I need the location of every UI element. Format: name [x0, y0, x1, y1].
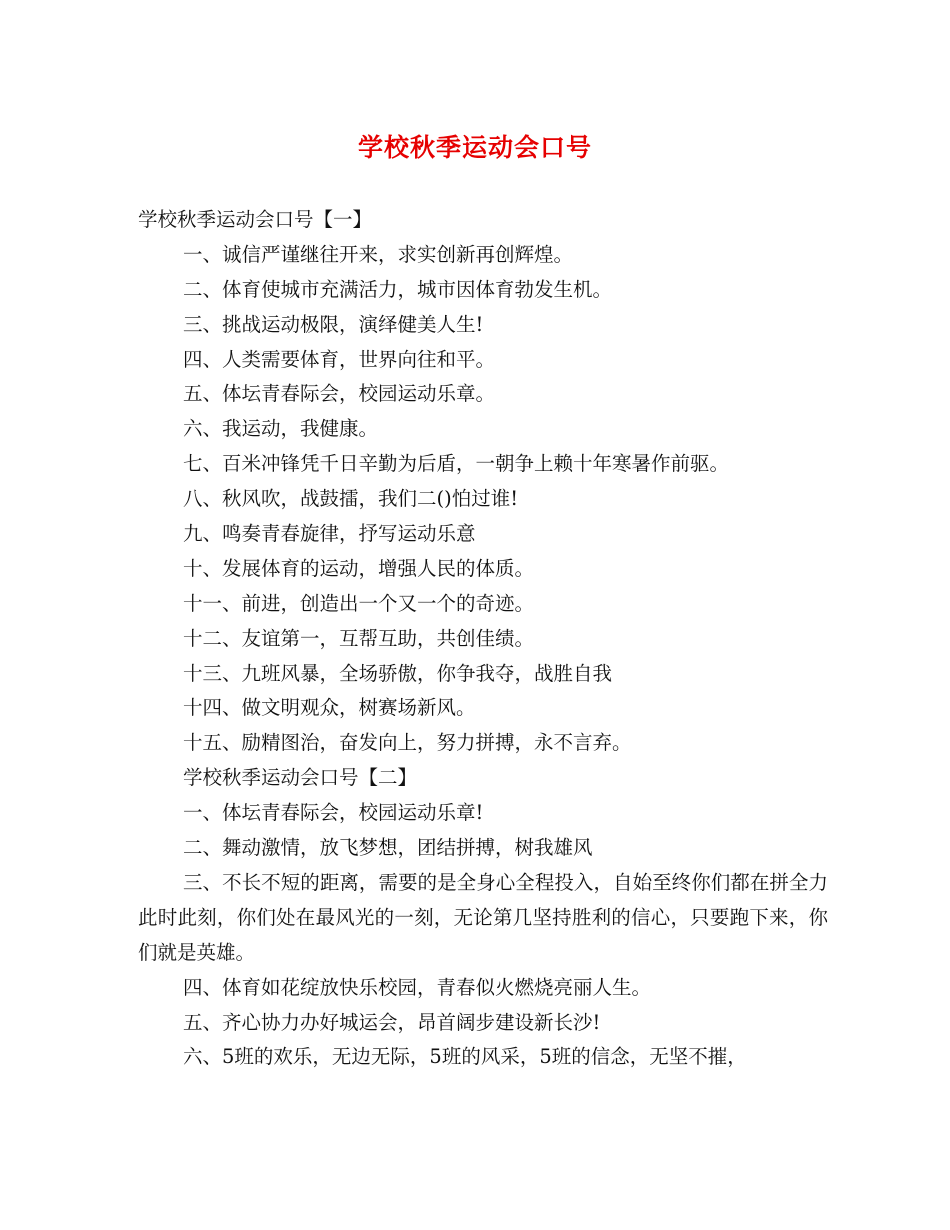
slogan-line: 八、秋风吹，战鼓擂，我们二()怕过谁! — [183, 487, 519, 511]
section-heading-1: 学校秋季运动会口号【一】 — [138, 208, 373, 231]
slogan-line: 十四、做文明观众，树赛场新风。 — [183, 696, 476, 720]
slogan-line: 六、5班的欢乐，无边无际，5班的风采，5班的信念，无坚不摧， — [183, 1045, 747, 1069]
slogan-line: 四、人类需要体育，世界向往和平。 — [183, 347, 496, 371]
slogan-line: 二、体育使城市充满活力，城市因体育勃发生机。 — [183, 277, 613, 301]
slogan-line: 十三、九班风暴，全场骄傲，你争我夺，战胜自我 — [183, 661, 613, 685]
slogan-line: 五、齐心协力办好城运会，昂首阔步建设新长沙! — [183, 1010, 601, 1034]
slogan-line: 六、我运动，我健康。 — [183, 417, 379, 441]
slogan-line: 十二、友谊第一，互帮互助，共创佳绩。 — [183, 626, 535, 650]
document-body — [138, 203, 828, 1075]
slogan-paragraph: 三、不长不短的距离，需要的是全身心全程投入，自始至终你们都在拼全力此时此刻，你们处在最风光的一刻，无论第几坚持胜利的信心，只要跑下来，你们就是英雄。 — [138, 870, 828, 964]
slogan-line: 九、鸣奏青春旋律，抒写运动乐意 — [183, 522, 476, 546]
slogan-line: 七、百米冲锋凭千日辛勤为后盾，一朝争上赖十年寒暑作前驱。 — [183, 452, 730, 476]
slogan-line: 十五、励精图治，奋发向上，努力拼搏，永不言弃。 — [183, 731, 632, 755]
slogan-line: 二、舞动激情，放飞梦想，团结拼搏，树我雄风 — [183, 836, 593, 860]
document-title: 学校秋季运动会口号 — [357, 133, 592, 162]
slogan-line: 十一、前进，创造出一个又一个的奇迹。 — [183, 591, 535, 615]
section-heading-2: 学校秋季运动会口号【二】 — [183, 766, 418, 790]
slogan-line: 十、发展体育的运动，增强人民的体质。 — [183, 556, 535, 580]
slogan-line: 三、挑战运动极限，演绎健美人生! — [183, 312, 484, 336]
slogan-line: 五、体坛青春际会，校园运动乐章。 — [183, 382, 496, 406]
slogan-line: 一、诚信严谨继往开来，求实创新再创辉煌。 — [183, 242, 574, 266]
slogan-line: 一、体坛青春际会，校园运动乐章! — [183, 801, 484, 825]
slogan-line: 四、体育如花绽放快乐校园，青春似火燃烧亮丽人生。 — [183, 975, 652, 999]
